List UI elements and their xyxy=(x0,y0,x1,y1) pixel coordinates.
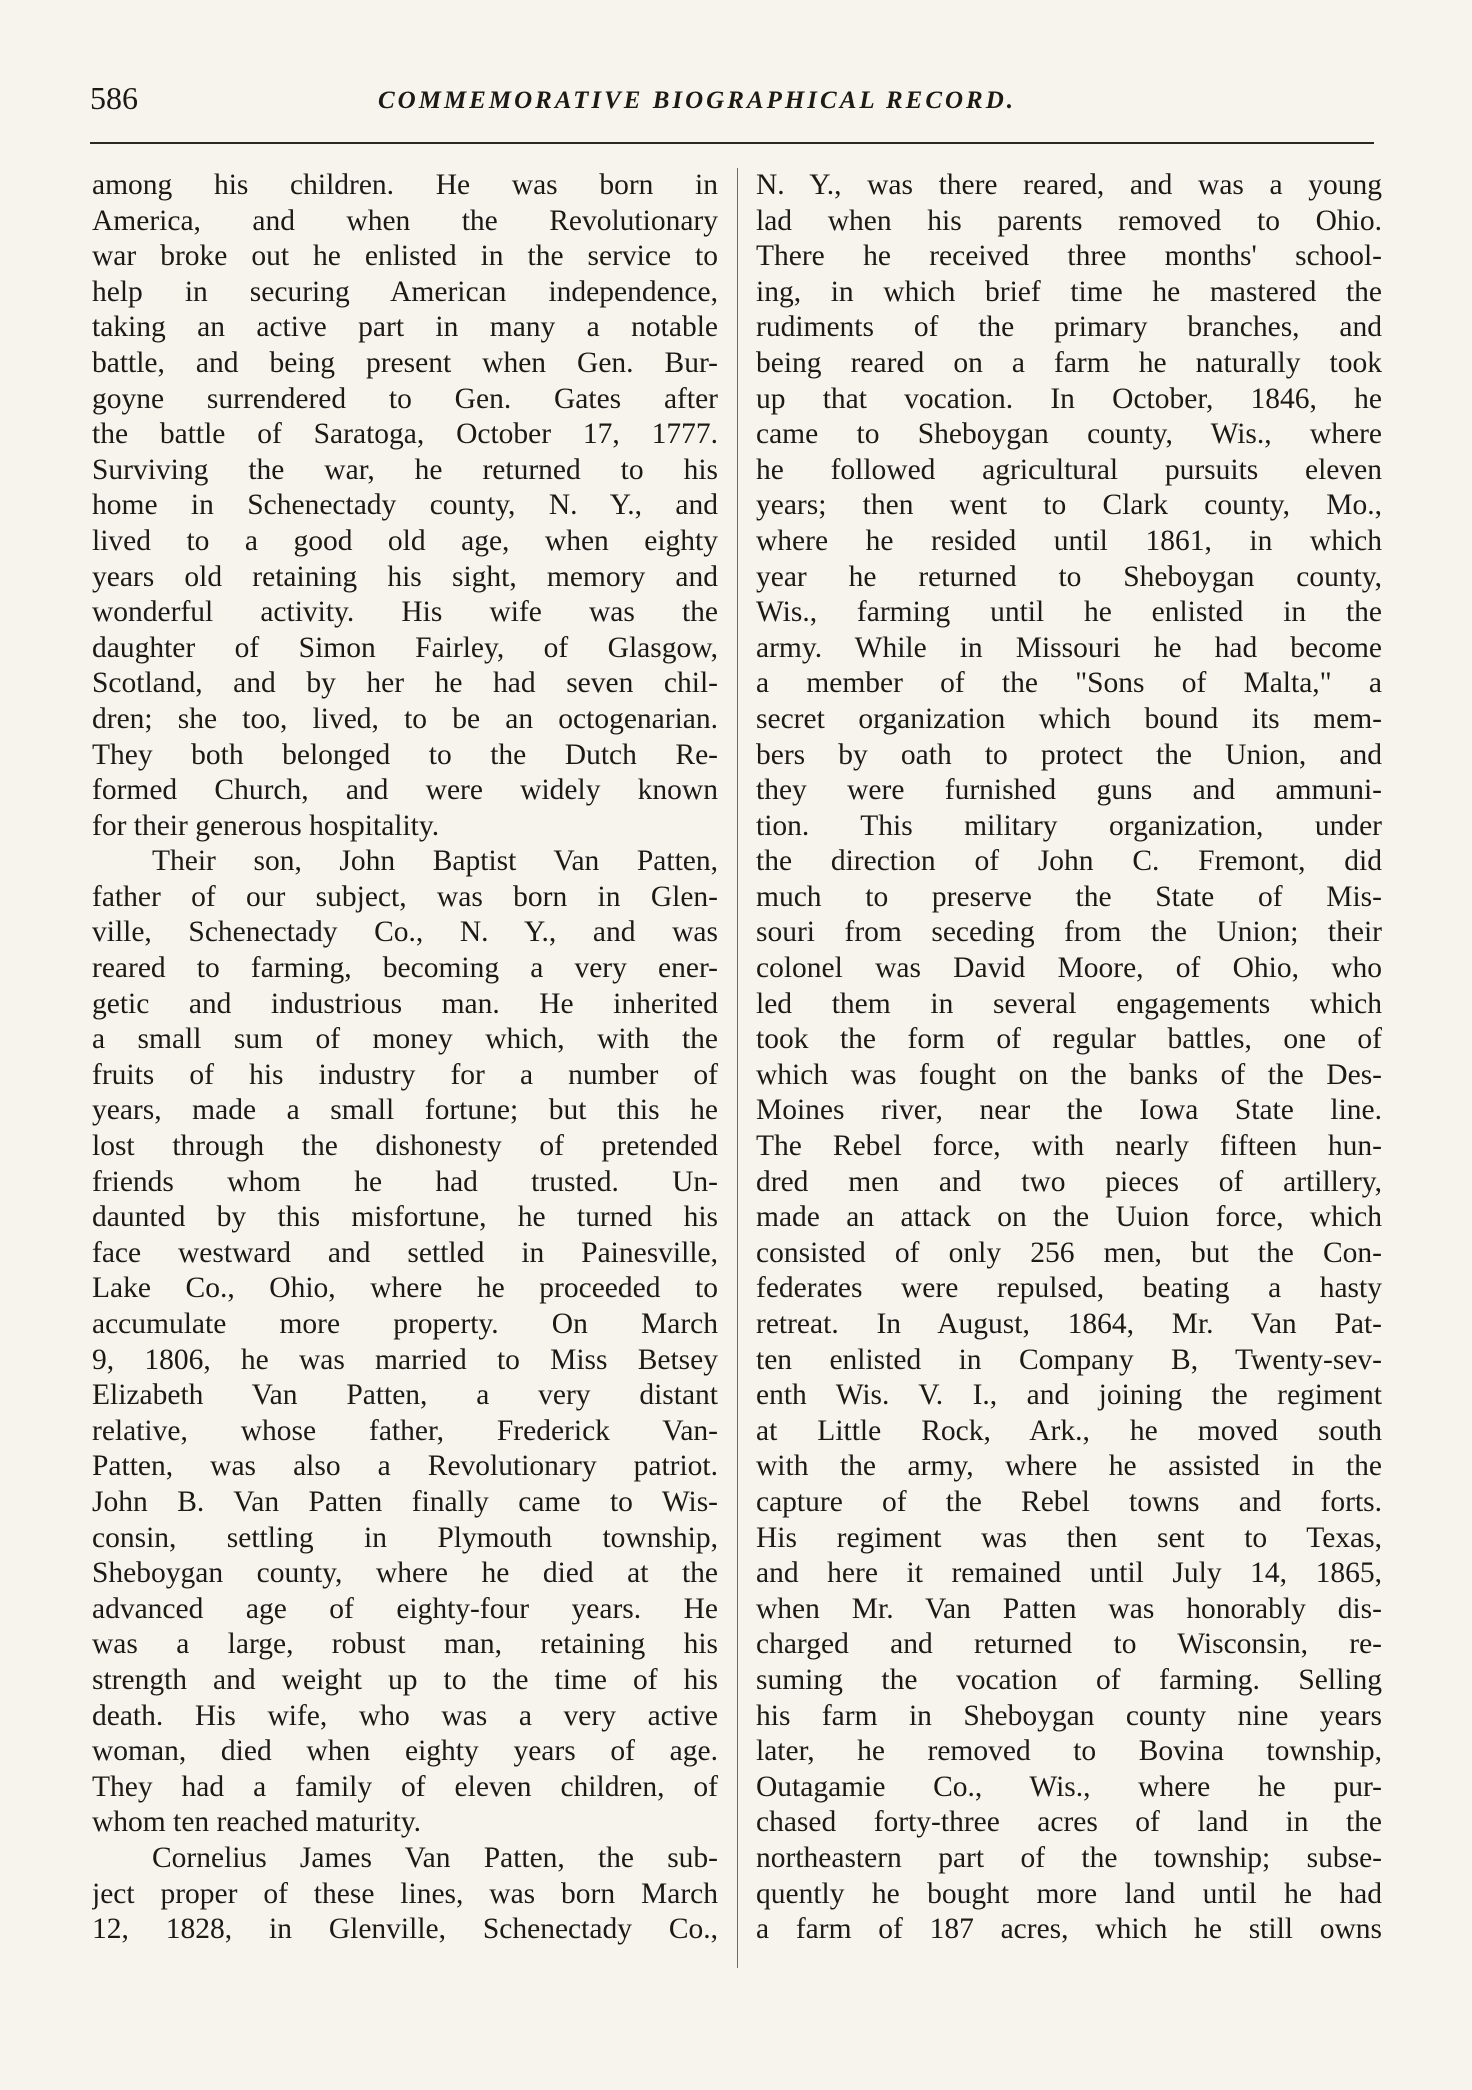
text-line: rudiments of the primary branches, and xyxy=(756,311,1382,344)
text-line: face westward and settled in Painesville, xyxy=(92,1236,718,1269)
text-line: They had a family of eleven children, of xyxy=(92,1770,718,1803)
text-line: lad when his parents removed to Ohio. xyxy=(756,204,1382,237)
text-line: northeastern part of the township; subse- xyxy=(756,1841,1382,1874)
text-line: The Rebel force, with nearly fifteen hun- xyxy=(756,1130,1382,1163)
column-divider xyxy=(737,168,738,1968)
text-line: charged and returned to Wisconsin, re- xyxy=(756,1628,1382,1661)
text-line: reared to farming, becoming a very ener- xyxy=(92,952,718,985)
text-line: N. Y., was there reared, and was a young xyxy=(756,169,1382,201)
text-line: dred men and two pieces of artillery, xyxy=(756,1165,1382,1198)
left-column xyxy=(92,168,718,1948)
text-line: Patten, was also a Revolutionary patriot. xyxy=(92,1450,718,1483)
text-line: Wis., farming until he enlisted in the xyxy=(756,596,1382,629)
text-line: at Little Rock, Ark., he moved south xyxy=(756,1414,1382,1447)
text-line: There he received three months' school- xyxy=(756,240,1382,273)
text-line: bers by oath to protect the Union, and xyxy=(756,738,1382,771)
text-line: took the form of regular battles, one of xyxy=(756,1023,1382,1056)
text-line: army. While in Missouri he had become xyxy=(756,631,1382,664)
text-line: Outagamie Co., Wis., where he pur- xyxy=(756,1770,1382,1803)
text-line: Sheboygan county, where he died at the xyxy=(92,1557,718,1590)
text-line: wonderful activity. His wife was the xyxy=(92,596,718,629)
text-line: taking an active part in many a notable xyxy=(92,311,718,344)
text-line: enth Wis. V. I., and joining the regiment xyxy=(756,1379,1382,1412)
text-line: strength and weight up to the time of his xyxy=(92,1663,718,1696)
text-line: when Mr. Van Patten was honorably dis- xyxy=(756,1592,1382,1625)
text-line: fruits of his industry for a number of xyxy=(92,1058,718,1091)
text-line: Their son, John Baptist Van Patten, xyxy=(152,845,718,878)
text-line: ject proper of these lines, was born March xyxy=(92,1877,718,1910)
text-line: friends whom he had trusted. Un- xyxy=(92,1165,718,1198)
text-line: Surviving the war, he returned to his xyxy=(92,453,718,486)
text-line: retreat. In August, 1864, Mr. Van Pat- xyxy=(756,1308,1382,1340)
text-line: the battle of Saratoga, October 17, 1777. xyxy=(92,418,718,451)
text-line: quently he bought more land until he had xyxy=(756,1877,1382,1910)
text-line: Lake Co., Ohio, where he proceeded to xyxy=(92,1272,718,1305)
text-line: help in securing American independence, xyxy=(92,275,718,308)
text-line: They both belonged to the Dutch Re- xyxy=(92,738,718,771)
text-line: relative, whose father, Frederick Van- xyxy=(92,1414,718,1447)
text-line: Cornelius James Van Patten, the sub- xyxy=(152,1841,718,1874)
text-line: made an attack on the Uuion force, which xyxy=(756,1201,1382,1234)
text-line: lived to a good old age, when eighty xyxy=(92,524,718,557)
text-line: whom ten reached maturity. xyxy=(92,1806,422,1839)
text-line: which was fought on the banks of the Des- xyxy=(756,1058,1382,1091)
text-line: home in Schenectady county, N. Y., and xyxy=(92,489,718,522)
text-line: with the army, where he assisted in the xyxy=(756,1450,1382,1483)
text-line: years old retaining his sight, memory and xyxy=(92,560,718,593)
text-line: the direction of John C. Fremont, did xyxy=(756,845,1382,878)
text-line: being reared on a farm he naturally took xyxy=(756,346,1382,379)
text-line: years; then went to Clark county, Mo., xyxy=(756,489,1382,522)
running-head: COMMEMORATIVE BIOGRAPHICAL RECORD. xyxy=(378,87,1017,114)
text-line: a small sum of money which, with the xyxy=(92,1023,718,1056)
text-line: years, made a small fortune; but this he xyxy=(92,1094,718,1127)
text-line: was a large, robust man, retaining his xyxy=(92,1628,718,1661)
text-line: dren; she too, lived, to be an octogenarian. xyxy=(92,702,718,735)
text-line: came to Sheboygan county, Wis., where xyxy=(756,418,1382,451)
text-line: tion. This military organization, under xyxy=(756,809,1382,842)
text-line: consin, settling in Plymouth township, xyxy=(92,1521,718,1554)
text-line: he followed agricultural pursuits eleven xyxy=(756,453,1382,486)
text-line: getic and industrious man. He inherited xyxy=(92,987,718,1020)
text-line: much to preserve the State of Mis- xyxy=(756,880,1382,913)
text-line: souri from seceding from the Union; their xyxy=(756,916,1382,949)
text-line: His regiment was then sent to Texas, xyxy=(756,1521,1382,1554)
text-line: chased forty-three acres of land in the xyxy=(756,1806,1382,1839)
text-line: 12, 1828, in Glenville, Schenectady Co., xyxy=(92,1913,718,1946)
text-line: and here it remained until July 14, 1865, xyxy=(756,1557,1382,1590)
text-line: battle, and being present when Gen. Bur- xyxy=(92,346,718,379)
text-line: they were furnished guns and ammuni- xyxy=(756,774,1382,807)
text-line: later, he removed to Bovina township, xyxy=(756,1735,1382,1768)
page-number: 586 xyxy=(90,80,138,116)
text-line: suming the vocation of farming. Selling xyxy=(756,1663,1382,1696)
text-line: colonel was David Moore, of Ohio, who xyxy=(756,952,1382,985)
header-rule xyxy=(90,142,1374,144)
text-line: where he resided until 1861, in which xyxy=(756,524,1382,557)
text-line: year he returned to Sheboygan county, xyxy=(756,560,1382,593)
text-line: daunted by this misfortune, he turned his xyxy=(92,1201,718,1234)
text-line: America, and when the Revolutionary xyxy=(92,204,718,237)
text-line: formed Church, and were widely known xyxy=(92,774,718,807)
text-line: Scotland, and by her he had seven chil- xyxy=(92,667,718,700)
text-line: Moines river, near the Iowa State line. xyxy=(756,1094,1382,1127)
text-line: John B. Van Patten finally came to Wis- xyxy=(92,1485,718,1518)
text-line: ville, Schenectady Co., N. Y., and was xyxy=(92,916,718,949)
text-line: lost through the dishonesty of pretended xyxy=(92,1130,718,1163)
text-line: goyne surrendered to Gen. Gates after xyxy=(92,382,718,415)
text-line: a farm of 187 acres, which he still owns xyxy=(756,1913,1382,1946)
text-line: consisted of only 256 men, but the Con- xyxy=(756,1236,1382,1269)
text-line: ing, in which brief time he mastered the xyxy=(756,275,1382,308)
text-line: father of our subject, was born in Glen- xyxy=(92,880,718,913)
text-line: secret organization which bound its mem- xyxy=(756,702,1382,735)
text-line: Elizabeth Van Patten, a very distant xyxy=(92,1379,718,1412)
text-line: 9, 1806, he was married to Miss Betsey xyxy=(92,1343,718,1376)
text-line: up that vocation. In October, 1846, he xyxy=(756,382,1382,415)
text-line: led them in several engagements which xyxy=(756,987,1382,1020)
text-line: accumulate more property. On March xyxy=(92,1308,718,1340)
text-line: capture of the Rebel towns and forts. xyxy=(756,1485,1382,1518)
text-line: death. His wife, who was a very active xyxy=(92,1699,718,1732)
text-line: woman, died when eighty years of age. xyxy=(92,1735,718,1768)
text-line: a member of the "Sons of Malta," a xyxy=(756,667,1382,700)
text-line: daughter of Simon Fairley, of Glasgow, xyxy=(92,631,718,664)
text-line: advanced age of eighty-four years. He xyxy=(92,1592,718,1625)
text-line: among his children. He was born in xyxy=(92,169,718,201)
text-line: war broke out he enlisted in the service to xyxy=(92,240,718,273)
text-line: federates were repulsed, beating a hasty xyxy=(756,1272,1382,1305)
text-line: for their generous hospitality. xyxy=(92,809,440,842)
text-line: his farm in Sheboygan county nine years xyxy=(756,1699,1382,1732)
right-column xyxy=(756,168,1382,1948)
text-line: ten enlisted in Company B, Twenty-sev- xyxy=(756,1343,1382,1376)
